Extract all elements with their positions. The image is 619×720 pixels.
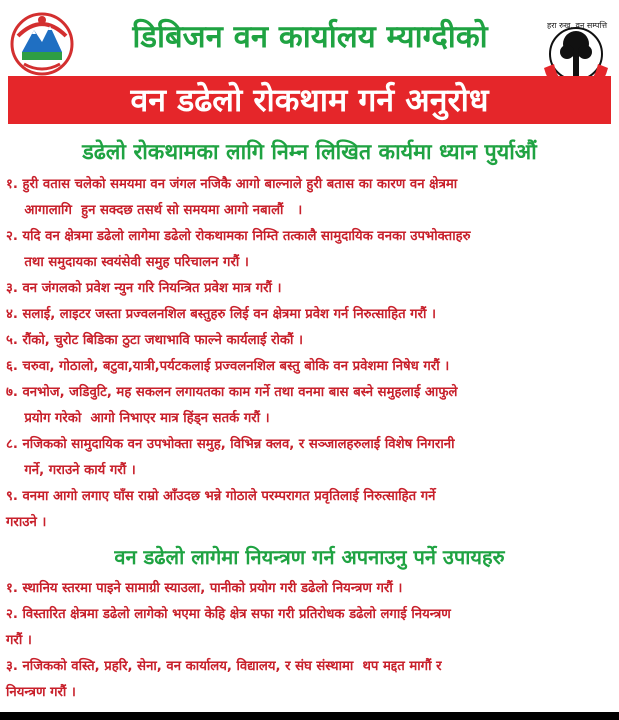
main-banner: वन डढेलो रोकथाम गर्न अनुरोध	[8, 76, 611, 124]
control-measures-heading: वन डढेलो लागेमा नियन्त्रण गर्न अपनाउनु पर्ने उपायहरु	[114, 545, 505, 569]
list-item: ९. वनमा आगो लगाए घाँस राम्रो आँउदछ भन्ने गोठाले परम्परागत प्रवृतिलाई निरुत्साहित गर्ने गराउने ।	[6, 489, 436, 530]
list-item: २. विस्तारित क्षेत्रमा डढेलो लागेको भएमा केहि क्षेत्र सफा गरी प्रतिरोधक डढेलो लगाई नियन्त्रण गरौं ।	[6, 607, 451, 648]
bottom-border	[0, 712, 619, 720]
list-item: ८. नजिकको सामुदायिक वन उपभोक्ता समुह, विभिन्न क्लव, र सञ्जालहरुलाई विशेष निगरानी गर्ने, गराउने कार्य गरौं ।	[6, 437, 455, 478]
office-title: डिबिजन वन कार्यालय म्याग्दीको	[132, 19, 488, 55]
list-item: ७. वनभोज, जडिवुटि, मह सकलन लगायतका काम गर्ने तथा वनमा बास बस्ने समुहलाई आफुले प्रयोग गरेको आगो निभाएर मात्र हिंड्न सतर्क गरौं ।	[6, 385, 458, 426]
list-item: २. यदि वन क्षेत्रमा डढेलो लागेमा डढेलो रोकथामका निम्ति तत्कालै सामुदायिक वनका उपभोक्ताहरु तथा समुदायका स्वयंसेवी समुह परिचालन गरौं ।	[6, 229, 471, 270]
list-item: ३. नजिकको वस्ति, प्रहरि, सेना, वन कार्यालय, विद्यालय, र संघ संस्थामा थप मद्दत मागौं र नियन्त्रण गरौं ।	[6, 659, 442, 700]
prevention-list	[6, 172, 610, 536]
list-item: १. स्थानिय स्तरमा पाइने सामाग्री स्याउला, पानीको प्रयोग गरी डढेलो नियन्त्रण गरौं ।	[6, 581, 403, 596]
nepal-emblem-icon	[8, 8, 76, 76]
forest-logo-caption: हरा रुख, वन सम्पत्ति	[546, 21, 608, 30]
list-item: ४. सलाई, लाइटर जस्ता प्रज्वलनशिल बस्तुहरु लिई वन क्षेत्रमा प्रवेश गर्न निरुत्साहित गरौं ।	[6, 307, 437, 322]
list-item: ५. रौंको, चुरोट बिडिका ठुटा जथाभावि फाल्ने कार्यलाई रोकौं ।	[6, 333, 303, 348]
list-item: ६. चरुवा, गोठालो, बटुवा,यात्री,पर्यटकलाई प्रज्वलनशिल बस्तु बोकि वन प्रवेशमा निषेध गरौं ।	[6, 359, 450, 374]
prevention-heading: डढेलो रोकथामका लागि निम्न लिखित कार्यमा ध्यान पुर्याऔं	[82, 140, 537, 165]
control-measures-list	[6, 576, 610, 706]
list-item: ३. वन जंगलको प्रवेश न्युन गरि नियन्त्रित प्रवेश मात्र गरौं ।	[6, 281, 282, 296]
list-item: १. हुरी वतास चलेको समयमा वन जंगल नजिकै आगो बाल्नाले हुरी बतास का कारण वन क्षेत्रमा आगालागि हुन सक्दछ तसर्थ सो समयमा आगो नबालौं ।	[6, 177, 458, 218]
